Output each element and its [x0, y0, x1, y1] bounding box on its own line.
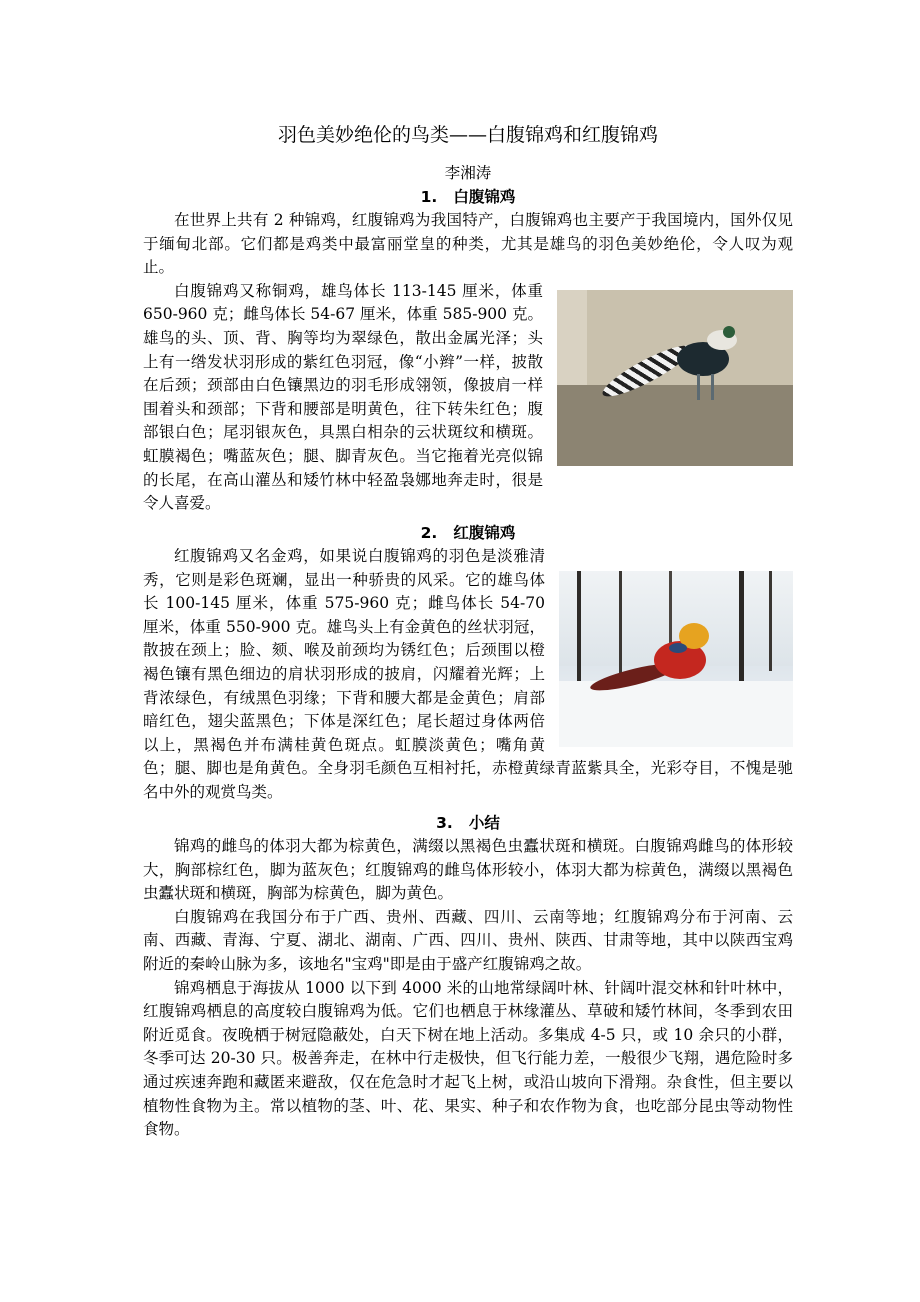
- paragraph: 红腹锦鸡又名金鸡，如果说白腹锦鸡的羽色是淡雅清秀，它则是彩色斑斓，显出一种骄贵的风采。它的雄鸟体长 100-145 厘米，体重 575-960 克；雌鸟体长 54-70 厘米，体重 550-900 克。雄鸟头上有金黄色的丝状羽冠，散披在颈上；脸、颏、喉及前颈均为锈红色；后颈围以橙褐色镶有黑色细边的肩状羽形成的披肩，闪耀着光辉；上背浓绿色，有绒黑色羽缘；下背和腰大都是金黄色；肩部暗红色，翅尖蓝黑色；下体是深红色；尾长超过身体两倍以上，黑褐色并布满桂黄色斑点。虹膜淡黄色；嘴角黄色；腿、脚也是角黄色。全身羽毛颜色互相衬托，赤橙黄绿青蓝紫具全，光彩夺目，不愧是驰名中外的观赏鸟类。: [143, 547, 793, 801]
- section-heading-3: 3. 小结: [436, 814, 500, 832]
- article-author: 李湘涛: [444, 164, 492, 182]
- section-body-3: [143, 835, 793, 1142]
- photo-white-bellied-pheasant: [557, 290, 793, 466]
- paragraph: 白腹锦鸡又称铜鸡，雄鸟体长 113-145 厘米，体重 650-960 克；雌鸟体长 54-67 厘米，体重 585-900 克。雄鸟的头、顶、背、胸等均为翠绿色，散出金属光泽；头上有一绺发状羽形成的紫红色羽冠，像“小辫”一样，披散在后颈；颈部由白色镶黑边的羽毛形成翎领，像披肩一样围着头和颈部；下背和腰部是明黄色，往下转朱红色；腹部银白色；尾羽银灰色，具黑白相杂的云状斑纹和横斑。虹膜褐色；嘴蓝灰色；腿、脚青灰色。当它拖着光亮似锦的长尾，在高山灌丛和矮竹林中轻盈袅娜地奔走时，很是令人喜爱。: [143, 281, 543, 513]
- section-body-1: [143, 209, 793, 516]
- paragraph: 白腹锦鸡在我国分布于广西、贵州、西藏、四川、云南等地；红腹锦鸡分布于河南、云南、西藏、青海、宁夏、湖北、湖南、广西、四川、贵州、陕西、甘肃等地，其中以陕西宝鸡附近的秦岭山脉为多，该地名"宝鸡"即是由于盛产红腹锦鸡之故。: [143, 907, 793, 973]
- photo-golden-pheasant: [559, 571, 793, 747]
- document-page: [143, 0, 793, 1302]
- section-body-2: [143, 545, 793, 805]
- section-heading-1: 1. 白腹锦鸡: [420, 188, 516, 206]
- section-heading-2: 2. 红腹锦鸡: [420, 524, 516, 542]
- paragraph: 锦鸡栖息于海拔从 1000 以下到 4000 米的山地常绿阔叶林、针阔叶混交林和针叶林中，红腹锦鸡栖息的高度较白腹锦鸡为低。它们也栖息于林缘灌丛、草破和矮竹林间，冬季到农田附近觅食。夜晚栖于树冠隐蔽处，白天下树在地上活动。多集成 4-5 只，或 10 余只的小群，冬季可达 20-30 只。极善奔走，在林中行走极快，但飞行能力差，一般很少飞翔，遇危险时多通过疾速奔跑和藏匿来避敌，仅在危急时才起飞上树，或沿山坡向下滑翔。杂食性，但主要以植物性食物为主。常以植物的茎、叶、花、果实、种子和农作物为食，也吃部分昆虫等动物性食物。: [143, 978, 793, 1139]
- paragraph: 在世界上共有 2 种锦鸡，红腹锦鸡为我国特产，白腹锦鸡也主要产于我国境内，国外仅见于缅甸北部。它们都是鸡类中最富丽堂皇的种类，尤其是雄鸟的羽色美妙绝伦，令人叹为观止。: [143, 211, 793, 277]
- paragraph: 锦鸡的雌鸟的体羽大都为棕黄色，满缀以黑褐色虫蠹状斑和横斑。白腹锦鸡雌鸟的体形较大，胸部棕红色，脚为蓝灰色；红腹锦鸡的雌鸟体形较小，体羽大都为棕黄色，满缀以黑褐色虫蠹状斑和横斑，胸部为棕黄色，脚为黄色。: [143, 837, 793, 903]
- article-title: 羽色美妙绝伦的鸟类——白腹锦鸡和红腹锦鸡: [277, 124, 658, 146]
